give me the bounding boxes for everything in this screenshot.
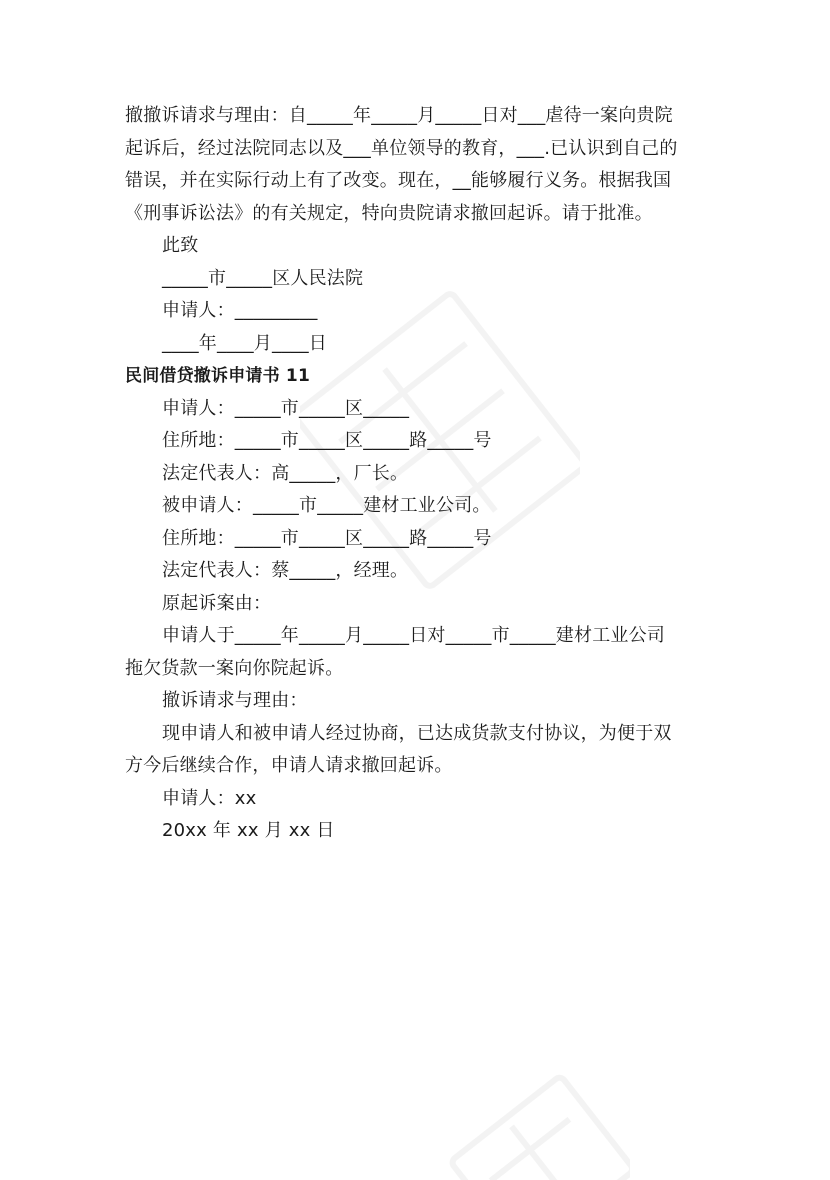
withdrawal-reason-label: 撤诉请求与理由： [162,690,308,711]
date-line: ____年____月____日 [162,332,327,354]
body-line: 起诉后，经过法院同志以及___单位领导的教育，___.已认识到自己的 [125,137,678,159]
applicant-address-line: 住所地：_____市_____区_____路_____号 [162,430,492,451]
body-line: 撤撤诉请求与理由：自_____年_____月_____日对___虐待一案向贵院 [125,105,673,126]
body-line: 《刑事诉讼法》的有关规定，特向贵院请求撤回起诉。请于批准。 [125,202,653,224]
respondent-line: 被申请人：_____市_____建材工业公司。 [162,495,491,516]
respondent-representative-line: 法定代表人：蔡_____，经理。 [162,560,409,581]
respondent-address-line: 住所地：_____市_____区_____路_____号 [162,527,492,549]
applicant-signature-line: 申请人：xx [162,787,257,809]
body-line: 现申请人和被申请人经过协商，已达成货款支付协议，为便于双 [162,722,672,744]
addressee-line: _____市_____区人民法院 [162,267,364,289]
case-cause-label: 原起诉案由： [162,592,272,614]
date-line: 20xx 年 xx 月 xx 日 [162,820,335,841]
body-line: 错误，并在实际行动上有了改变。现在，__能够履行义务。根据我国 [125,170,672,191]
body-line: 方今后继续合作，申请人请求撤回起诉。 [125,755,453,776]
applicant-line: 申请人：_____市_____区_____ [162,397,410,419]
document-body [125,100,710,848]
applicant-representative-line: 法定代表人：高_____，厂长。 [162,462,409,484]
body-line: 申请人于_____年_____月_____日对_____市_____建材工业公司 [162,625,665,646]
section-heading: 民间借贷撤诉申请书 11 [125,366,310,386]
watermark-logo-bottom [430,1070,630,1180]
applicant-signature-line: 申请人：_________ [162,300,318,321]
salutation-line: 此致 [162,235,199,256]
body-line: 拖欠货款一案向你院起诉。 [125,657,344,679]
